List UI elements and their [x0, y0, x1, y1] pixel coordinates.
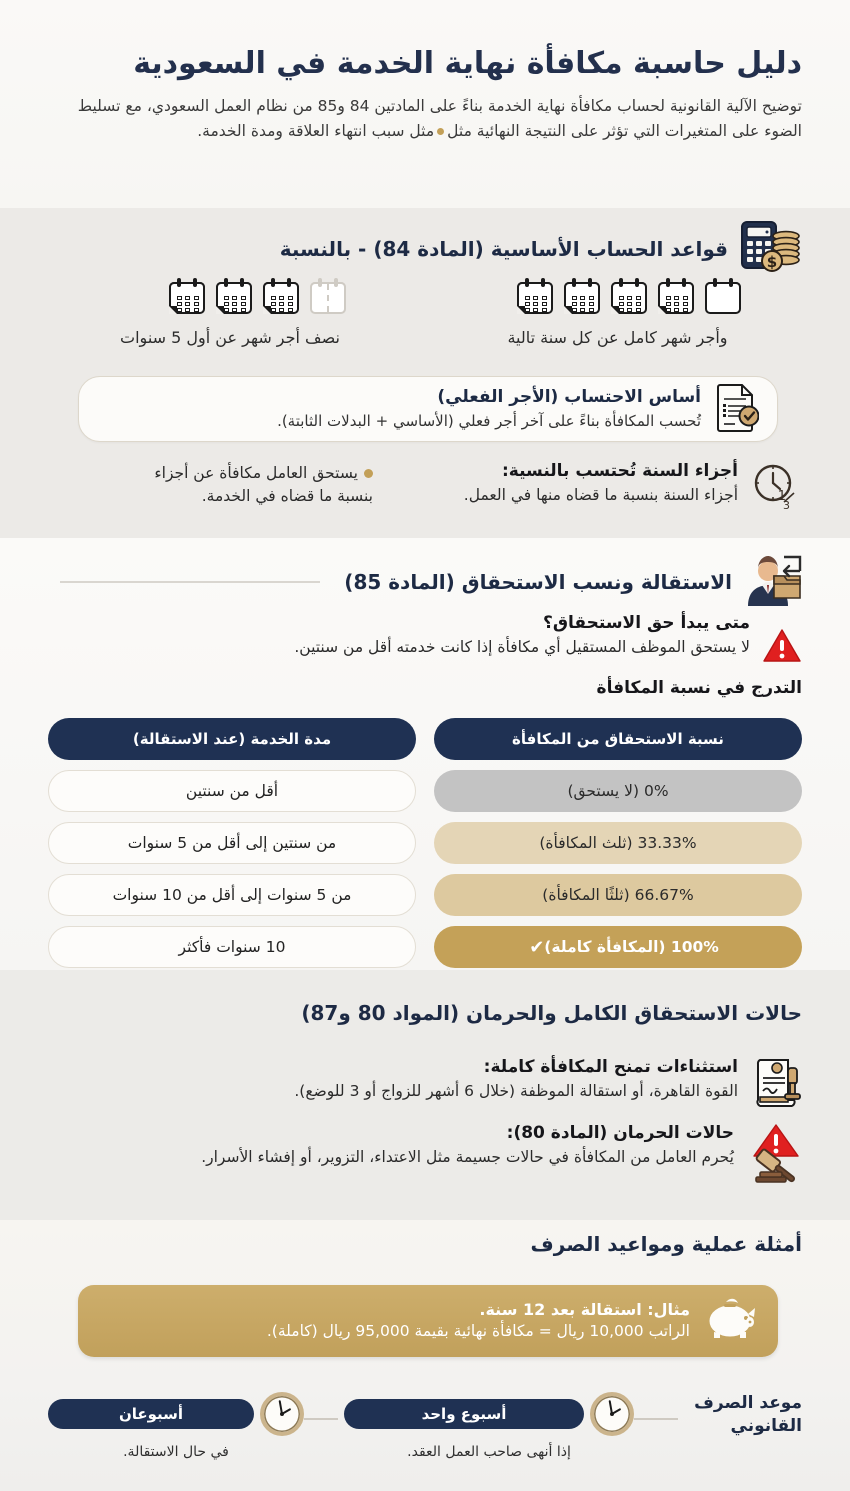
document-check-icon — [715, 382, 759, 436]
partial-year-text — [464, 460, 738, 507]
timeline-label: موعد الصرف القانوني — [694, 1393, 802, 1436]
table-row: 10 سنوات فأكثر — [48, 926, 416, 968]
partial-year-desc: أجزاء السنة بنسبة ما قضاه منها في العمل. — [463, 485, 738, 504]
example-title — [96, 1299, 690, 1321]
timeline-caption-one-week: إذا أنهى صاحب العمل العقد. — [407, 1444, 571, 1460]
partial-year-note-a: يستحق العامل مكافأة عن أجزاء — [154, 464, 358, 482]
piggy-bank-icon — [704, 1294, 760, 1348]
examples-heading: أمثلة عملية ومواعيد الصرف — [530, 1232, 802, 1256]
calendar-icon — [517, 278, 557, 318]
check-icon: ✔ — [529, 936, 545, 958]
calendar-icon — [263, 278, 303, 318]
table-row: من سنتين إلى أقل من 5 سنوات — [48, 822, 416, 864]
calendar-half-icon — [310, 278, 350, 318]
scroll-stamp-icon — [750, 1056, 802, 1114]
partial-year-note — [48, 462, 373, 509]
deprivation-desc: يُحرم العامل من المكافأة في حالات جسيمة مثل الاعتداء، التزوير، أو إفشاء الأسرار. — [201, 1147, 734, 1166]
table-header-rate: نسبة الاستحقاق من المكافأة — [434, 718, 802, 760]
rate-table-title: التدرج في نسبة المكافأة — [596, 678, 802, 698]
entitlement-question-text — [102, 612, 750, 659]
resignation-heading-row — [0, 552, 850, 612]
table-rate-value: 100% (المكافأة كاملة) — [544, 938, 719, 956]
table-header-duration: مدة الخدمة (عند الاستقالة) — [48, 718, 416, 760]
partial-year-row — [382, 460, 802, 516]
exceptions-title: استثناءات تمنح المكافأة كاملة: — [483, 1057, 738, 1077]
example-title-rest: استقالة بعد 12 سنة. — [479, 1300, 648, 1320]
entitlement-question-row — [102, 612, 802, 668]
svg-text:$: $ — [766, 253, 778, 271]
cases-heading: حالات الاستحقاق الكامل والحرمان (المواد 80 و87) — [301, 1001, 802, 1025]
exceptions-row — [102, 1056, 802, 1114]
calculation-basis-card — [78, 376, 778, 442]
rules-heading: قواعد الحساب الأساسية (المادة 84) - بالنسبة — [279, 237, 728, 261]
resignation-heading: الاستقالة ونسب الاستحقاق (المادة 85) — [344, 570, 732, 594]
clock-icon — [590, 1392, 634, 1436]
timeline-pill-one-week: أسبوع واحد — [344, 1399, 584, 1429]
rules-first-caption: نصف أجر شهر عن أول 5 سنوات — [120, 328, 340, 347]
rules-second-caption: وأجر شهر كامل عن كل سنة تالية — [507, 328, 728, 347]
exceptions-text — [102, 1056, 738, 1103]
calendar-icon — [658, 278, 698, 318]
rules-heading-row — [0, 218, 850, 280]
calendar-group-first — [169, 278, 350, 318]
bullet-dot-icon — [364, 469, 373, 478]
svg-text:3: 3 — [783, 499, 790, 512]
timeline-node-two-weeks — [48, 1392, 304, 1460]
partial-year-note-b: بنسبة ما قضاه في الخدمة. — [201, 487, 373, 506]
subtitle-line-1: توضيح الآلية القانونية لحساب مكافأة نهاية الخدمة بناءً على المادتين 84 و85 من نظام العمل — [214, 96, 802, 115]
entitlement-rate-table — [48, 718, 802, 968]
calculation-basis-text — [97, 386, 701, 433]
table-column-rate — [434, 718, 802, 968]
timeline-caption-two-weeks: في حال الاستقالة. — [123, 1444, 229, 1460]
calendar-icon — [169, 278, 209, 318]
bullet-dot-icon — [437, 128, 444, 135]
subtitle-line-3: مثل سبب — [371, 121, 435, 140]
table-row — [434, 926, 802, 968]
timeline-connector — [634, 1418, 678, 1420]
exceptions-desc: القوة القاهرة، أو استقالة الموظفة (خلال 6 أشهر للزواج أو 3 للوضع). — [294, 1081, 738, 1100]
calculation-basis-desc: تُحسب المكافأة بناءً على آخر أجر فعلي (الأساسي + البدلات الثابتة). — [277, 411, 701, 430]
clock-third-icon — [750, 460, 802, 516]
example-banner-text — [96, 1299, 690, 1342]
page-title: دليل حاسبة مكافأة نهاية الخدمة في السعودية — [133, 46, 802, 81]
calendar-blank-icon — [705, 278, 745, 318]
timeline-connector — [304, 1418, 338, 1420]
table-column-duration — [48, 718, 416, 968]
example-label: مثال: — [647, 1300, 690, 1320]
deprivation-row — [102, 1122, 802, 1192]
svg-text:1: 1 — [777, 489, 786, 504]
calendar-group-following — [517, 278, 745, 318]
warning-gavel-icon — [746, 1122, 802, 1192]
table-row: 33.33% (ثلث المكافأة) — [434, 822, 802, 864]
calendar-icon — [216, 278, 256, 318]
warning-triangle-icon — [762, 628, 802, 668]
page-subtitle — [48, 94, 802, 144]
timeline-pill-two-weeks: أسبوعان — [48, 1399, 254, 1429]
calculation-basis-title: أساس الاحتساب (الأجر الفعلي) — [437, 386, 701, 407]
example-desc: الراتب 10,000 ريال = مكافأة نهائية بقيمة 95,000 ريال (كاملة). — [266, 1321, 690, 1340]
clock-icon — [260, 1392, 304, 1436]
hero-section — [0, 0, 850, 208]
employee-resign-icon — [744, 552, 802, 612]
calendar-icon — [564, 278, 604, 318]
calendar-icon — [611, 278, 651, 318]
payout-timeline — [48, 1388, 802, 1468]
heading-divider — [60, 581, 320, 583]
table-row: أقل من سنتين — [48, 770, 416, 812]
entitlement-answer: لا يستحق الموظف المستقيل أي مكافأة إذا كانت خدمته أقل من سنتين. — [294, 637, 750, 656]
example-banner — [78, 1285, 778, 1357]
subtitle-line-4: انتهاء العلاقة ومدة الخدمة. — [197, 121, 367, 140]
deprivation-text — [102, 1122, 734, 1169]
subtitle-line-2: السعودي، مع تسليط الضوء على المتغيرات التي تؤثر على النتيجة النهائية مثل — [77, 96, 802, 140]
timeline-node-one-week — [344, 1392, 634, 1460]
deprivation-title: حالات الحرمان (المادة 80): — [506, 1123, 734, 1143]
entitlement-question: متى يبدأ حق الاستحقاق؟ — [542, 613, 750, 633]
table-row: من 5 سنوات إلى أقل من 10 سنوات — [48, 874, 416, 916]
table-row: 66.67% (ثلثًا المكافأة) — [434, 874, 802, 916]
table-row: 0% (لا يستحق) — [434, 770, 802, 812]
calculator-coins-icon — [740, 218, 802, 280]
partial-year-title: أجزاء السنة تُحتسب بالنسية: — [502, 461, 738, 481]
